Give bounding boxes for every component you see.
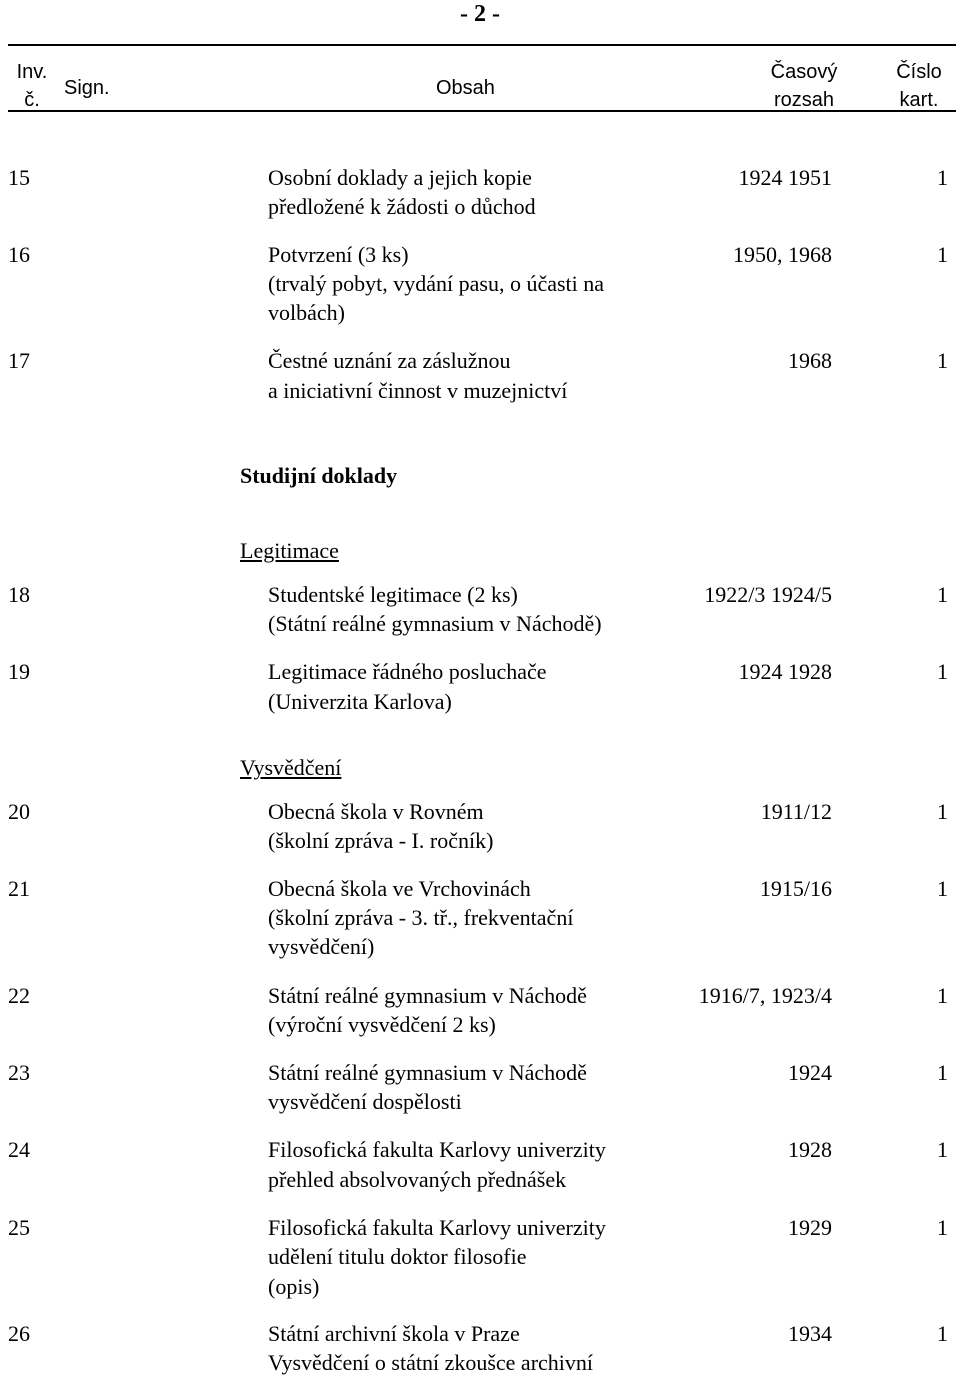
row-inv: 19 bbox=[8, 659, 30, 684]
row-content-line: Osobní doklady a jejich kopie bbox=[268, 165, 532, 190]
row-content-line: Čestné uznání za záslužnou bbox=[268, 348, 511, 373]
row-card: 1 bbox=[937, 799, 948, 824]
row-content-line: Státní reálné gymnasium v Náchodě bbox=[268, 1060, 587, 1085]
row-inv: 20 bbox=[8, 799, 30, 824]
row-range: 1911/12 bbox=[760, 799, 832, 824]
row-content-line: Obecná škola v Rovném bbox=[268, 799, 484, 824]
header-top-rule bbox=[8, 44, 956, 46]
row-card: 1 bbox=[937, 659, 948, 684]
row-range: 1916/7, 1923/4 bbox=[698, 983, 832, 1008]
row-content-line: předložené k žádosti o důchod bbox=[268, 194, 536, 219]
row-range: 1928 bbox=[788, 1137, 832, 1162]
row-inv: 26 bbox=[8, 1321, 30, 1346]
row-content-line: (Státní reálné gymnasium v Náchodě) bbox=[268, 611, 602, 636]
row-range: 1924 bbox=[788, 1060, 832, 1085]
section-title: Studijní doklady bbox=[240, 463, 398, 488]
row-content-line: volbách) bbox=[268, 300, 345, 325]
row-content-line: Potvrzení (3 ks) bbox=[268, 242, 409, 267]
subsection-title: Vysvědčení bbox=[240, 755, 342, 780]
row-content-line: (školní zpráva - I. ročník) bbox=[268, 828, 494, 853]
row-inv: 24 bbox=[8, 1137, 30, 1162]
row-content-line: (opis) bbox=[268, 1274, 320, 1299]
row-content-line: Vysvědčení o státní zkoušce archivní bbox=[268, 1350, 594, 1375]
row-content-line: (trvalý pobyt, vydání pasu, o účasti na bbox=[268, 271, 605, 296]
row-content-line: (školní zpráva - 3. tř., frekventační bbox=[268, 905, 574, 930]
row-card: 1 bbox=[937, 983, 948, 1008]
row-card: 1 bbox=[937, 1215, 948, 1240]
header-casovy: Časový bbox=[770, 61, 838, 83]
row-card: 1 bbox=[937, 1060, 948, 1085]
row-range: 1950, 1968 bbox=[733, 242, 832, 267]
row-content-line: vysvědčení) bbox=[268, 934, 375, 959]
row-content-line: (Univerzita Karlova) bbox=[268, 689, 452, 714]
row-content-line: Studentské legitimace (2 ks) bbox=[268, 582, 518, 607]
header-cislo: Číslo bbox=[896, 61, 942, 83]
row-range: 1922/3 1924/5 bbox=[704, 582, 832, 607]
row-content-line: (výroční vysvědčení 2 ks) bbox=[268, 1012, 496, 1037]
row-content-line: Filosofická fakulta Karlovy univerzity bbox=[268, 1137, 606, 1162]
row-card: 1 bbox=[937, 876, 948, 901]
row-content-line: Filosofická fakulta Karlovy univerzity bbox=[268, 1215, 606, 1240]
row-inv: 21 bbox=[8, 876, 30, 901]
header-inv: Inv. bbox=[16, 61, 48, 83]
row-range: 1929 bbox=[788, 1215, 832, 1240]
row-range: 1924 1951 bbox=[738, 165, 832, 190]
subsection-title: Legitimace bbox=[240, 538, 339, 563]
row-card: 1 bbox=[937, 348, 948, 373]
row-card: 1 bbox=[937, 242, 948, 267]
row-inv: 25 bbox=[8, 1215, 30, 1240]
header-obsah: Obsah bbox=[436, 77, 495, 99]
row-card: 1 bbox=[937, 582, 948, 607]
row-content-line: Obecná škola ve Vrchovinách bbox=[268, 876, 531, 901]
row-range: 1915/16 bbox=[759, 876, 832, 901]
row-inv: 17 bbox=[8, 348, 30, 373]
header-rozsah: rozsah bbox=[773, 89, 835, 111]
header-sign: Sign. bbox=[64, 77, 110, 99]
header-kart: kart. bbox=[899, 89, 939, 111]
row-content-line: Legitimace řádného posluchače bbox=[268, 659, 547, 684]
row-inv: 16 bbox=[8, 242, 30, 267]
row-content-line: Státní archivní škola v Praze bbox=[268, 1321, 520, 1346]
row-inv: 23 bbox=[8, 1060, 30, 1085]
row-range: 1924 1928 bbox=[738, 659, 832, 684]
row-inv: 15 bbox=[8, 165, 30, 190]
row-range: 1934 bbox=[788, 1321, 832, 1346]
row-card: 1 bbox=[937, 165, 948, 190]
row-content-line: vysvědčení dospělosti bbox=[268, 1089, 462, 1114]
row-content-line: udělení titulu doktor filosofie bbox=[268, 1244, 527, 1269]
row-card: 1 bbox=[937, 1321, 948, 1346]
row-card: 1 bbox=[937, 1137, 948, 1162]
row-inv: 18 bbox=[8, 582, 30, 607]
page-number: - 2 - bbox=[460, 1, 500, 27]
row-content-line: Státní reálné gymnasium v Náchodě bbox=[268, 983, 587, 1008]
row-content-line: přehled absolvovaných přednášek bbox=[268, 1167, 567, 1192]
row-content-line: a iniciativní činnost v muzejnictví bbox=[268, 378, 568, 403]
header-inv-c: č. bbox=[24, 89, 40, 111]
row-range: 1968 bbox=[788, 348, 832, 373]
row-inv: 22 bbox=[8, 983, 30, 1008]
